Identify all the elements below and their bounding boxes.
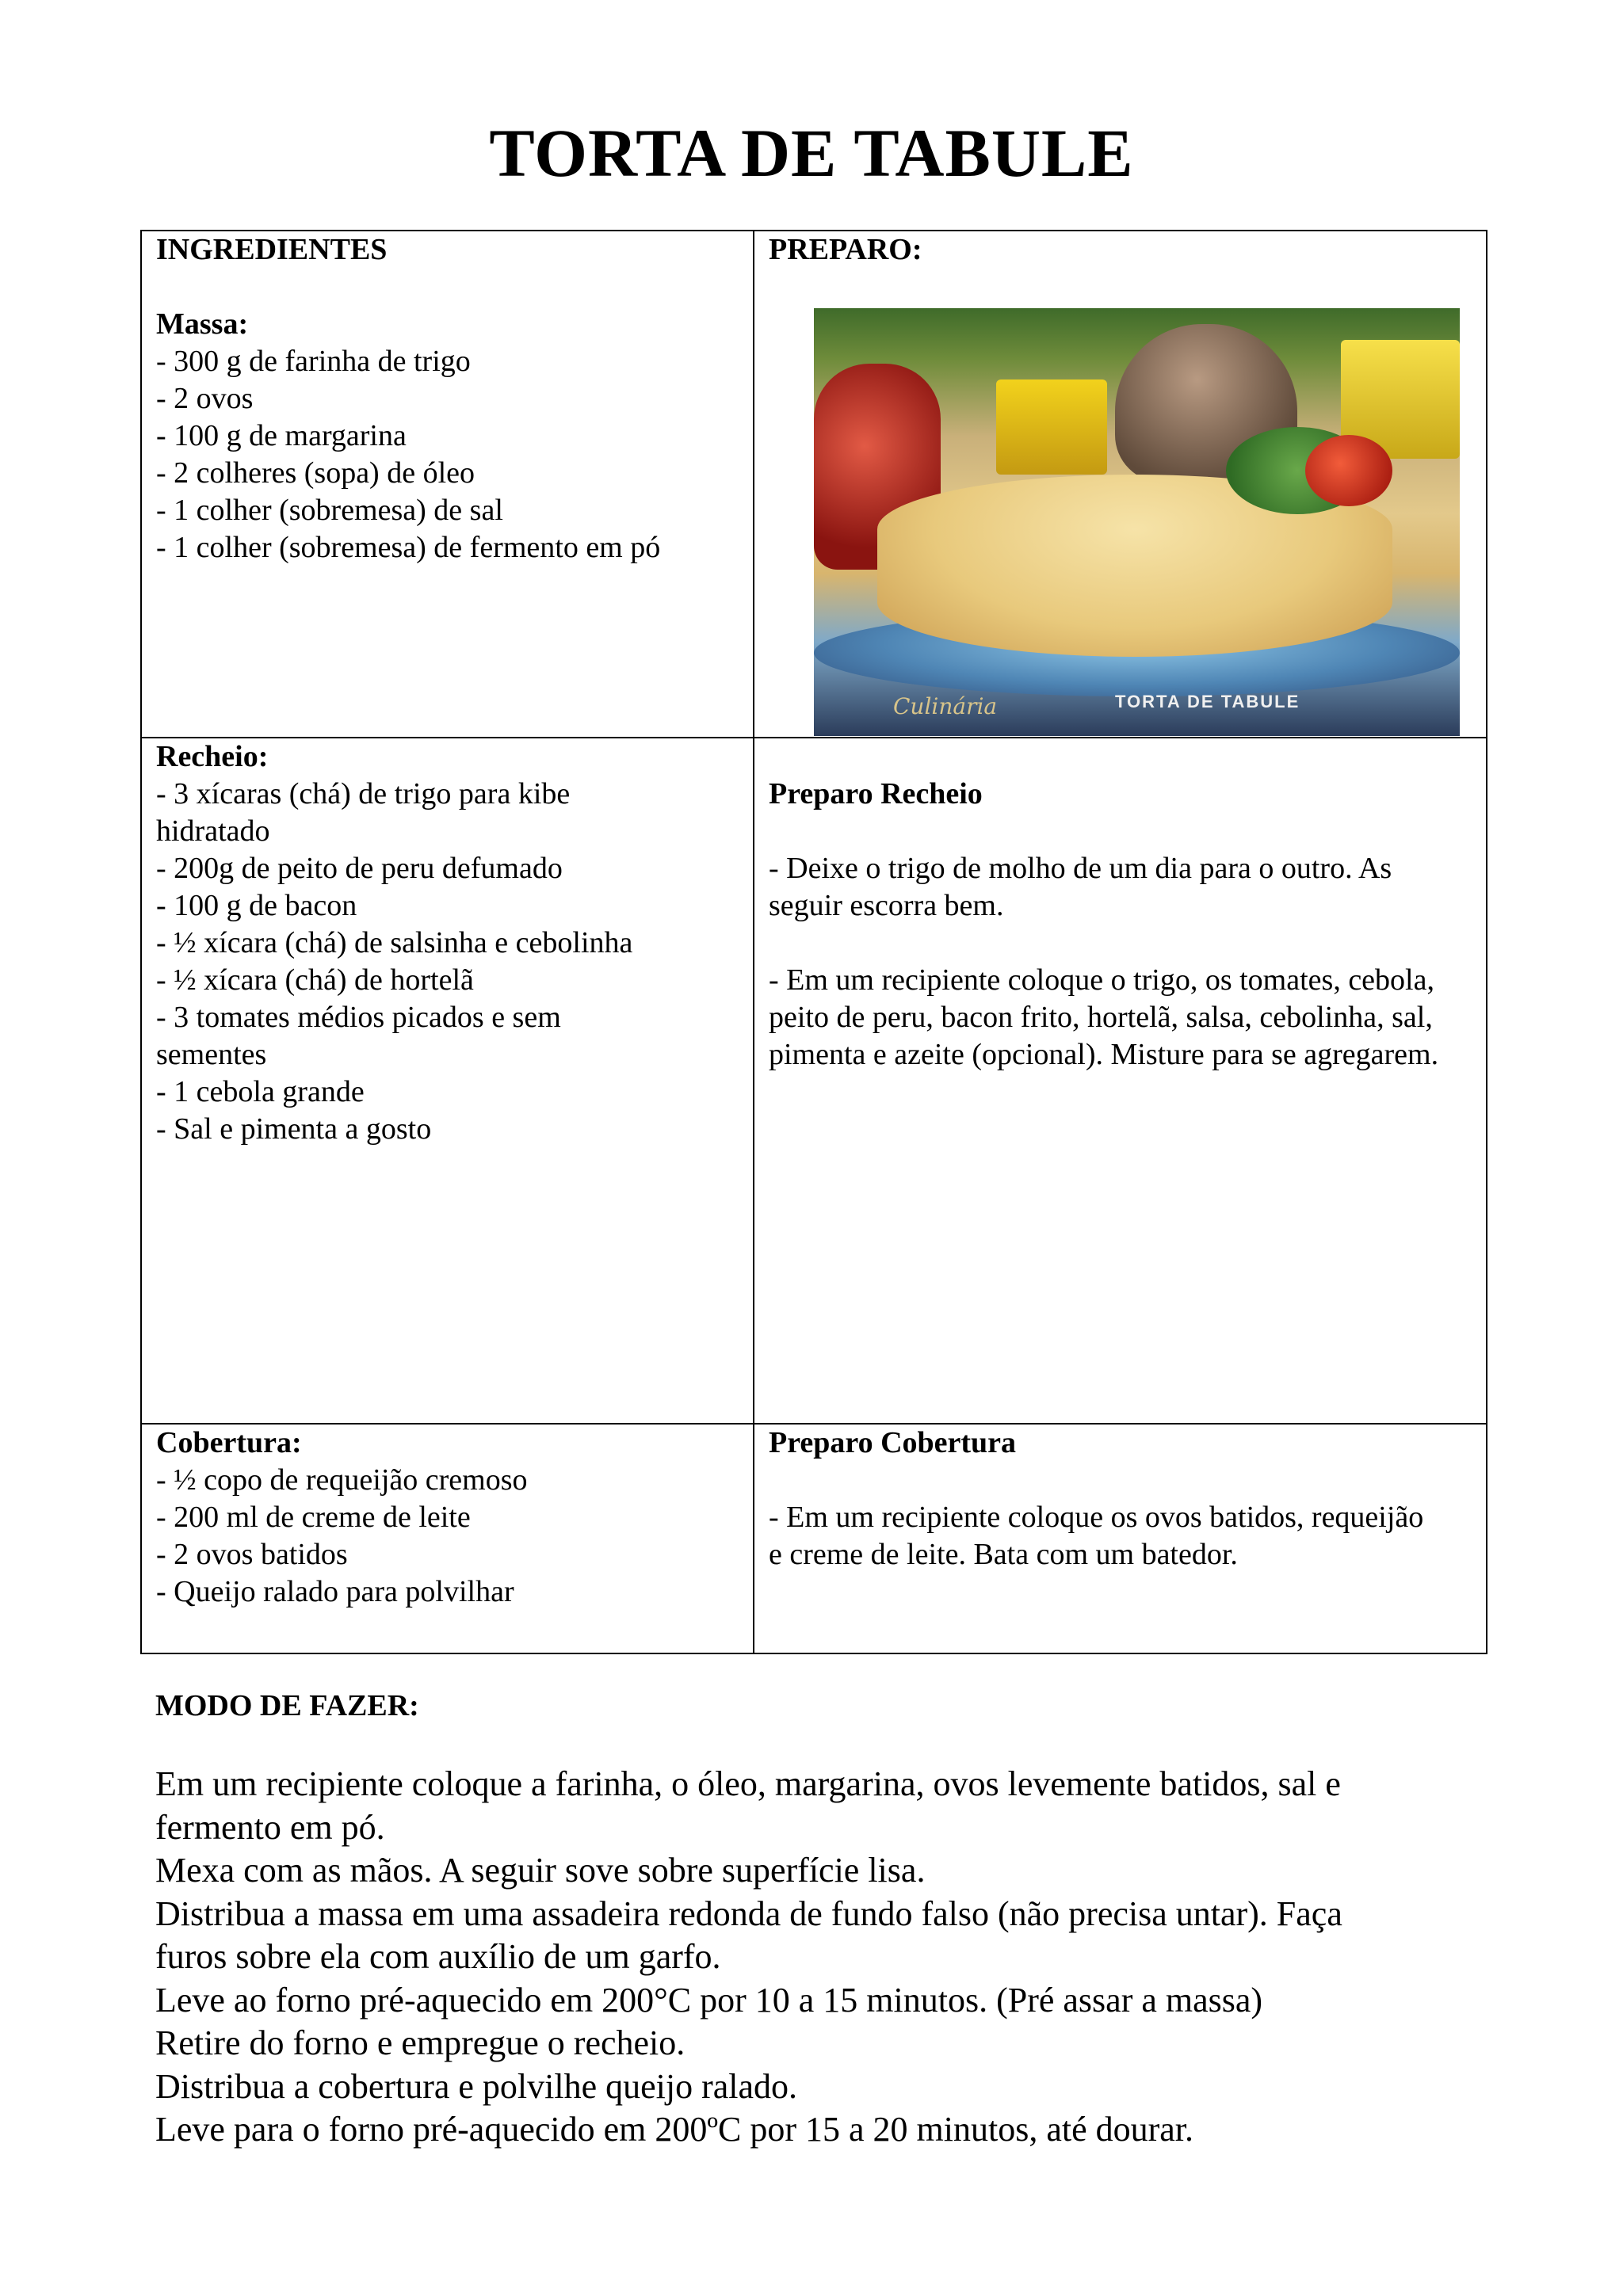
massa-item: - 100 g de margarina — [156, 419, 407, 452]
cup-shape — [996, 379, 1107, 475]
modo-line: Leve ao forno pré-aquecido em 200°C por 10 a 15 minutos. (Pré assar a massa) — [155, 1980, 1263, 2019]
preparo-recheio-line: - Em um recipiente coloque o trigo, os tomates, cebola, — [769, 963, 1434, 997]
recheio-item: - 1 cebola grande — [156, 1075, 365, 1108]
recheio-item: - 3 xícaras (chá) de trigo para kibe — [156, 777, 571, 810]
spacer — [769, 925, 1472, 962]
modo-line: furos sobre ela com auxílio de um garfo. — [155, 1937, 721, 1976]
spacer — [156, 269, 739, 306]
page-title: TORTA DE TABULE — [489, 115, 1134, 191]
cell-cobertura — [141, 1424, 754, 1653]
recheio-item: - ½ xícara (chá) de salsinha e cebolinha — [156, 926, 633, 959]
ingredients-header: INGREDIENTES — [156, 233, 388, 266]
modo-de-fazer — [155, 1763, 1503, 2152]
modo-line: Retire do forno e empregue o recheio. — [155, 2023, 685, 2062]
preparo-cobertura-heading: Preparo Cobertura — [769, 1426, 1017, 1459]
massa-item: - 2 ovos — [156, 382, 254, 415]
preparo-header: PREPARO: — [769, 233, 922, 266]
torta-photo — [814, 308, 1460, 736]
cell-preparo-cobertura — [754, 1424, 1487, 1653]
preparo-recheio-line: seguir escorra bem. — [769, 889, 1004, 922]
modo-line: Leve para o forno pré-aquecido em 200ºC por 15 a 20 minutos, até dourar. — [155, 2110, 1194, 2149]
massa-heading: Massa: — [156, 307, 249, 341]
recheio-item: - 100 g de bacon — [156, 889, 357, 922]
modo-line: Distribua a cobertura e polvilhe queijo ralado. — [155, 2066, 798, 2106]
recheio-item: - Sal e pimenta a gosto — [156, 1112, 432, 1146]
cell-recheio — [141, 738, 754, 1424]
cobertura-heading: Cobertura: — [156, 1426, 302, 1459]
cobertura-item: - 200 ml de creme de leite — [156, 1501, 471, 1534]
recheio-heading: Recheio: — [156, 740, 269, 773]
cobertura-item: - 2 ovos batidos — [156, 1538, 348, 1571]
tomato-shape — [1305, 435, 1392, 506]
spacer — [769, 813, 1472, 850]
recheio-item: - ½ xícara (chá) de hortelã — [156, 963, 474, 997]
modo-line: Em um recipiente coloque a farinha, o óleo, margarina, ovos levemente batidos, sal e — [155, 1764, 1341, 1803]
preparo-cobertura-line: e creme de leite. Bata com um batedor. — [769, 1538, 1238, 1571]
recheio-item: hidratado — [156, 814, 270, 848]
spacer — [769, 738, 1472, 776]
preparo-cobertura-line: - Em um recipiente coloque os ovos batidos, requeijão — [769, 1501, 1424, 1534]
row-cobertura — [141, 1424, 1487, 1653]
cell-ingredients-massa — [141, 231, 754, 738]
cell-preparo-recheio — [754, 738, 1487, 1424]
row-massa — [141, 231, 1487, 738]
recheio-item: sementes — [156, 1038, 267, 1071]
spacer — [769, 1462, 1472, 1499]
modo-line: fermento em pó. — [155, 1807, 385, 1847]
massa-item: - 1 colher (sobremesa) de sal — [156, 494, 503, 527]
recheio-item: - 3 tomates médios picados e sem — [156, 1001, 561, 1034]
preparo-recheio-heading: Preparo Recheio — [769, 777, 983, 810]
massa-item: - 1 colher (sobremesa) de fermento em pó — [156, 531, 661, 564]
modo-heading: MODO DE FAZER: — [155, 1689, 419, 1722]
massa-item: - 2 colheres (sopa) de óleo — [156, 456, 475, 490]
photo-logo: Culinária — [893, 693, 998, 719]
massa-item: - 300 g de farinha de trigo — [156, 345, 471, 378]
row-recheio — [141, 738, 1487, 1424]
cell-preparo-photo — [754, 231, 1487, 738]
cobertura-item: - ½ copo de requeijão cremoso — [156, 1463, 528, 1497]
photo-caption: TORTA DE TABULE — [1115, 692, 1300, 711]
preparo-recheio-line: peito de peru, bacon frito, hortelã, salsa, cebolinha, sal, — [769, 1001, 1433, 1034]
modo-line: Mexa com as mãos. A seguir sove sobre superfície lisa. — [155, 1851, 926, 1890]
preparo-recheio-line: pimenta e azeite (opcional). Misture para se agregarem. — [769, 1038, 1439, 1071]
modo-line: Distribua a massa em uma assadeira redonda de fundo falso (não precisa untar). Faça — [155, 1894, 1342, 1933]
preparo-recheio-line: - Deixe o trigo de molho de um dia para o outro. As — [769, 852, 1392, 885]
recheio-item: - 200g de peito de peru defumado — [156, 852, 563, 885]
cobertura-item: - Queijo ralado para polvilhar — [156, 1575, 514, 1608]
recipe-table — [140, 230, 1487, 1654]
